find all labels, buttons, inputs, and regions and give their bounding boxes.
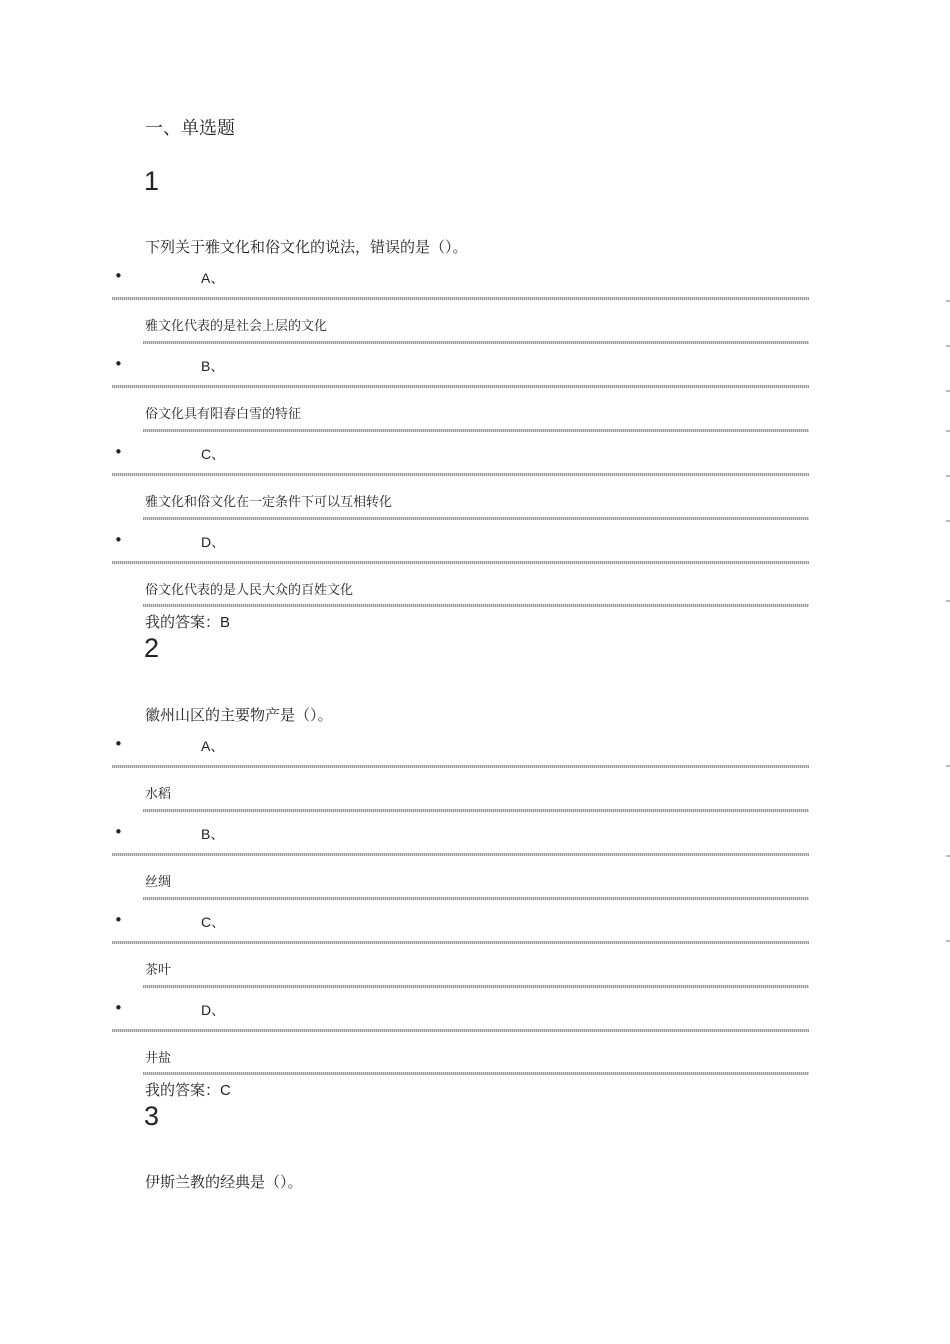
option-label-c[interactable]: C、 xyxy=(201,914,226,930)
divider xyxy=(143,341,809,344)
section-title: 一、单选题 xyxy=(145,118,235,139)
option-text-a[interactable]: 水稻 xyxy=(145,787,172,802)
option-label-c[interactable]: C、 xyxy=(201,446,226,462)
option-bullet: • xyxy=(114,823,123,841)
my-answer xyxy=(145,1079,231,1100)
divider xyxy=(143,517,809,520)
option-bullet: • xyxy=(114,355,123,373)
edge-mark xyxy=(946,390,950,392)
question-number: 1 xyxy=(144,166,160,196)
answer-value: B xyxy=(220,614,231,631)
question-text: 下列关于雅文化和俗文化的说法，错误的是（）。 xyxy=(145,238,468,256)
divider xyxy=(143,604,809,607)
option-bullet: • xyxy=(114,999,123,1017)
edge-mark xyxy=(946,345,950,347)
divider xyxy=(143,985,809,988)
answer-value: C xyxy=(220,1082,231,1099)
divider xyxy=(112,853,809,856)
edge-mark xyxy=(946,475,950,477)
edge-mark xyxy=(946,765,950,767)
option-text-c[interactable]: 茶叶 xyxy=(145,963,172,978)
question-text: 徽州山区的主要物产是（）。 xyxy=(145,706,333,724)
edge-mark xyxy=(946,520,950,522)
option-bullet: • xyxy=(114,911,123,929)
divider xyxy=(112,561,809,564)
question-number: 3 xyxy=(144,1101,160,1131)
option-text-b[interactable]: 丝绸 xyxy=(145,875,172,890)
question-text: 伊斯兰教的经典是（）。 xyxy=(145,1173,303,1191)
divider xyxy=(112,385,809,388)
option-bullet: • xyxy=(114,531,123,549)
option-text-a[interactable]: 雅文化代表的是社会上层的文化 xyxy=(145,319,328,334)
edge-mark xyxy=(946,600,950,602)
edge-mark xyxy=(946,855,950,857)
divider xyxy=(112,297,809,300)
option-bullet: • xyxy=(114,443,123,461)
option-label-b[interactable]: B、 xyxy=(201,358,225,374)
option-label-d[interactable]: D、 xyxy=(201,534,226,550)
edge-mark xyxy=(946,940,950,942)
edge-mark xyxy=(946,300,950,302)
answer-label: 我的答案： xyxy=(145,613,221,631)
option-text-d[interactable]: 井盐 xyxy=(145,1051,172,1066)
edge-mark xyxy=(946,430,950,432)
divider xyxy=(112,941,809,944)
option-label-a[interactable]: A、 xyxy=(201,738,225,754)
option-label-a[interactable]: A、 xyxy=(201,270,225,286)
divider xyxy=(143,897,809,900)
option-text-d[interactable]: 俗文化代表的是人民大众的百姓文化 xyxy=(145,583,354,598)
divider xyxy=(143,809,809,812)
divider xyxy=(112,765,809,768)
my-answer xyxy=(145,611,230,632)
option-label-b[interactable]: B、 xyxy=(201,826,225,842)
option-label-d[interactable]: D、 xyxy=(201,1002,226,1018)
divider xyxy=(143,1072,809,1075)
option-text-b[interactable]: 俗文化具有阳春白雪的特征 xyxy=(145,407,302,422)
divider xyxy=(112,1029,809,1032)
question-number: 2 xyxy=(144,633,160,663)
option-bullet: • xyxy=(114,735,123,753)
answer-label: 我的答案： xyxy=(145,1081,221,1099)
option-bullet: • xyxy=(114,267,123,285)
option-text-c[interactable]: 雅文化和俗文化在一定条件下可以互相转化 xyxy=(145,495,393,510)
divider xyxy=(143,429,809,432)
divider xyxy=(112,473,809,476)
